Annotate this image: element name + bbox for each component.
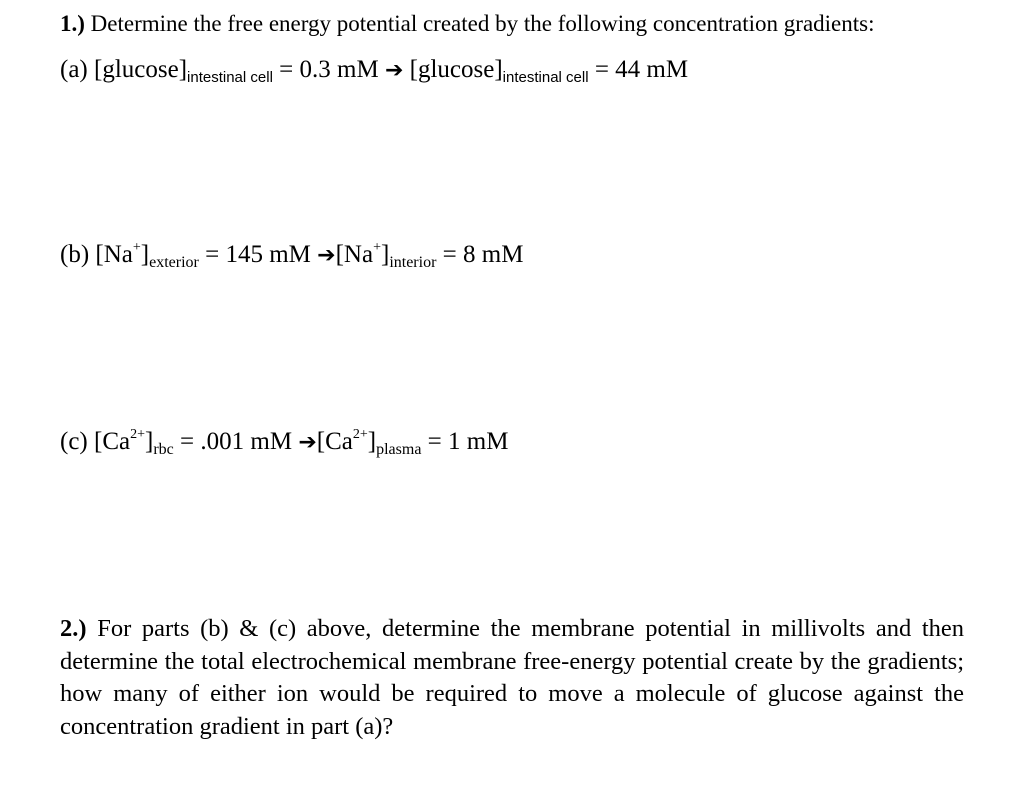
question-1-number: 1.) xyxy=(60,11,85,36)
question-1-heading xyxy=(60,10,875,38)
part-c-right-subscript: plasma xyxy=(376,441,422,458)
part-c-label: (c) xyxy=(60,428,88,455)
part-c-right-close: ] xyxy=(367,428,377,455)
part-b-label: (b) xyxy=(60,241,90,268)
part-c-left-open: [Ca xyxy=(94,428,131,455)
question-1-prompt: Determine the free energy potential created by the following concentration gradients: xyxy=(90,11,875,36)
part-a-left-subscript: intestinal cell xyxy=(187,69,273,86)
part-a-right-value: = 44 mM xyxy=(594,56,689,83)
part-c-equation xyxy=(60,427,508,461)
part-c-right-charge: 2+ xyxy=(352,427,368,442)
part-b-right-charge: + xyxy=(373,240,381,255)
part-c-right-value: = 1 mM xyxy=(427,428,509,455)
part-c-left-value: = .001 mM xyxy=(180,428,293,455)
part-b-right-close: ] xyxy=(380,241,390,268)
part-a-label: (a) xyxy=(60,56,88,83)
part-c-left-charge: 2+ xyxy=(130,427,146,442)
part-b-right-open: [Na xyxy=(335,241,374,268)
question-2-number: 2.) xyxy=(60,615,87,642)
part-b-left-value: = 145 mM xyxy=(205,241,311,268)
part-c-right-open: [Ca xyxy=(316,428,353,455)
part-b-left-open: [Na xyxy=(95,241,133,268)
part-b-equation xyxy=(60,240,523,274)
right-arrow-icon: ➔ xyxy=(317,243,336,268)
question-2-text: For parts (b) & (c) above, determine the membrane potential in millivolts and then determine the total electrochemical membrane free-energy potential create by the gradients; how many of either ion would be required to move a molecule of glucose against the concentration gradient in part (a)? xyxy=(60,615,965,740)
part-b-left-subscript: exterior xyxy=(149,254,199,271)
question-2-paragraph xyxy=(60,613,964,743)
part-b-right-subscript: interior xyxy=(389,254,437,271)
part-c-left-close: ] xyxy=(145,428,154,455)
part-b-right-value: = 8 mM xyxy=(442,241,524,268)
right-arrow-icon: ➔ xyxy=(298,430,317,455)
part-c-left-subscript: rbc xyxy=(153,441,174,458)
part-a-right-subscript: intestinal cell xyxy=(502,69,589,86)
right-arrow-icon: ➔ xyxy=(384,58,404,83)
part-a-right-term: [glucose] xyxy=(409,56,503,83)
part-b-left-charge: + xyxy=(132,240,141,255)
part-a-left-term: [glucose] xyxy=(94,56,188,83)
part-a-left-value: = 0.3 mM xyxy=(279,56,379,83)
part-a-equation xyxy=(60,55,688,88)
part-b-left-close: ] xyxy=(140,241,150,268)
